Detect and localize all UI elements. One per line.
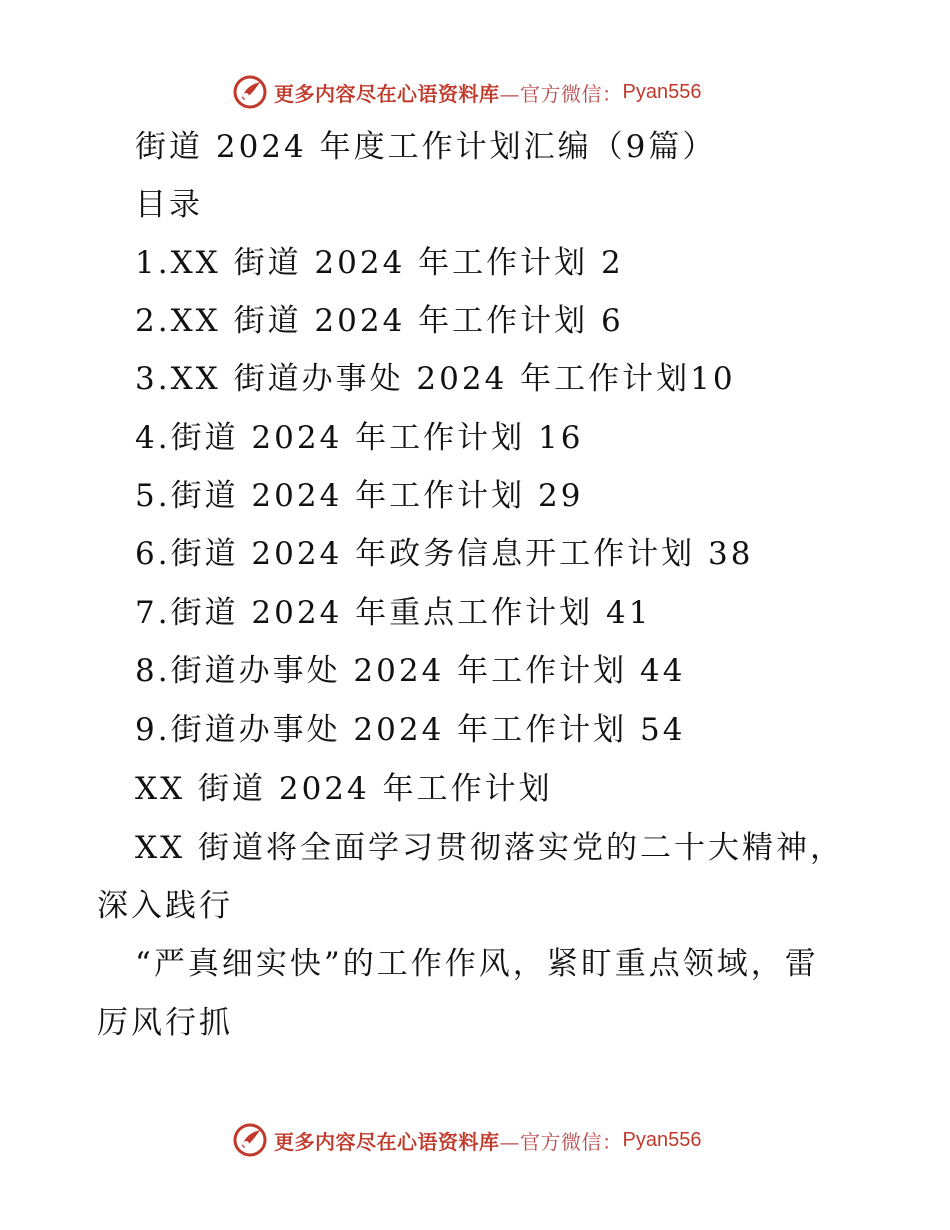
watermark-brand: 更多内容尽在心语资料库 [274,1129,500,1154]
toc-item[interactable]: 1.XX 街道 2024 年工作计划 2 [135,245,624,281]
toc-item[interactable]: 2.XX 街道 2024 年工作计划 6 [135,303,624,339]
header-watermark [232,72,701,112]
watermark-wechat-id: Pyan556 [622,1128,702,1151]
watermark-wechat-id: Pyan556 [622,80,702,103]
brand-logo-icon [232,74,268,110]
paragraph-line: 深入践行 [97,888,233,924]
toc-item[interactable]: 3.XX 街道办事处 2024 年工作计划10 [135,361,736,397]
watermark-label: —官方微信： [499,81,623,106]
toc-item[interactable]: 8.街道办事处 2024 年工作计划 44 [135,653,686,689]
paragraph-line: 厉风行抓 [97,1005,233,1041]
toc-item[interactable]: 5.街道 2024 年工作计划 29 [135,478,584,514]
toc-item[interactable]: 4.街道 2024 年工作计划 16 [135,420,584,456]
section-heading: XX 街道 2024 年工作计划 [135,771,553,807]
watermark-label: —官方微信： [499,1129,623,1154]
document-title: 街道 2024 年度工作计划汇编（9篇） [135,129,717,165]
toc-item[interactable]: 7.街道 2024 年重点工作计划 41 [135,595,652,631]
toc-item[interactable]: 9.街道办事处 2024 年工作计划 54 [135,712,686,748]
toc-item[interactable]: 6.街道 2024 年政务信息开工作计划 38 [135,536,754,572]
paragraph-line: XX 街道将全面学习贯彻落实党的二十大精神， [135,830,844,866]
toc-heading: 目录 [135,187,203,223]
watermark-brand: 更多内容尽在心语资料库 [274,81,500,106]
footer-watermark [232,1120,701,1160]
brand-logo-icon [232,1122,268,1158]
paragraph-line: “严真细实快”的工作作风，紧盯重点领域，雷 [135,946,819,982]
